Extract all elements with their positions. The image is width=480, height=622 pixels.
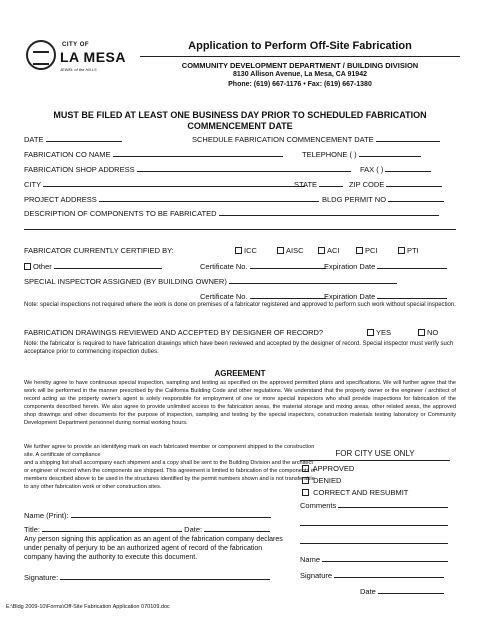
agreement-signature-row: [24, 572, 270, 582]
comments-line-3: [300, 536, 450, 546]
comments-row: [300, 500, 450, 510]
cert-no-field[interactable]: [250, 261, 326, 269]
cert-no-label: Certificate No.: [200, 262, 248, 271]
city-row: [24, 179, 305, 189]
date-field[interactable]: [46, 134, 122, 142]
correct-option[interactable]: [302, 488, 450, 497]
telephone-label: TELEPHONE ( ): [302, 150, 357, 159]
city-signature-label: Signature: [300, 571, 333, 580]
inspector-field[interactable]: [229, 276, 397, 284]
project-address-label: PROJECT ADDRESS: [24, 195, 97, 204]
aisc-checkbox[interactable]: [277, 247, 284, 254]
correct-checkbox[interactable]: [302, 489, 309, 496]
department-phone: Phone: (619) 667-1176 • Fax: (619) 667-1380: [228, 81, 372, 88]
city-name-row: [300, 554, 450, 564]
comments-field[interactable]: [338, 500, 448, 508]
project-address-row: [24, 194, 319, 204]
denied-label: DENIED: [313, 476, 342, 485]
date-label: DATE: [24, 135, 44, 144]
project-address-field[interactable]: [99, 194, 319, 202]
co-name-row: [24, 149, 283, 159]
cert-pti[interactable]: [398, 246, 419, 255]
yes-checkbox[interactable]: [367, 329, 374, 336]
city-logo: [26, 40, 126, 84]
pti-checkbox[interactable]: [398, 247, 405, 254]
cert-no2-field[interactable]: [250, 291, 326, 299]
filing-notice: MUST BE FILED AT LEAST ONE BUSINESS DAY PRIOR TO SCHEDULED FABRICATION COMMENCEMENT DATE: [53, 110, 427, 131]
agreement-name-field[interactable]: [71, 510, 271, 518]
city-use-heading: FOR CITY USE ONLY: [300, 449, 450, 461]
no-label: NO: [427, 328, 439, 337]
description-field[interactable]: [219, 208, 439, 216]
telephone-field[interactable]: [359, 149, 421, 157]
description-row: [24, 208, 439, 218]
other-label: Other: [33, 262, 52, 271]
city-name-field[interactable]: [322, 554, 448, 562]
city-seal-icon: [26, 40, 56, 70]
agreement-title-row: [24, 524, 270, 534]
fax-label: FAX ( ): [360, 165, 384, 174]
form-title: Application to Perform Off-Site Fabrication: [188, 40, 412, 52]
expiration2-label: Expiration Date: [324, 292, 376, 301]
drawings-row: [24, 328, 323, 337]
agreement-paragraph-2b: and a shipping list shall accompany each shipment and a copy shall be sent to the Building Division and the architect or engineer of record when the components are shipped. This agreement is limited to fabrication of the components or members described above to be used in the structures identified by the permit numbers shown and is not transferable to any other fabrication work or other construction sites.: [24, 460, 316, 490]
drawings-no[interactable]: [418, 328, 438, 337]
logo-name-text: LA MESA: [60, 49, 126, 65]
yes-label: YES: [376, 328, 392, 337]
other-row: [24, 261, 162, 271]
agreement-paragraph-2a: We further agree to provide an identifying mark on each fabricated member or component shipped to the construction site. A certificate of compliance: [24, 444, 315, 458]
approved-label: APPROVED: [312, 464, 355, 473]
icc-checkbox[interactable]: [235, 247, 242, 254]
expiration-row: [324, 261, 447, 271]
denied-option[interactable]: [302, 476, 450, 485]
agreement-signature-label: Signature:: [24, 573, 59, 582]
bldg-permit-row: [322, 194, 444, 204]
co-name-label: FABRICATION CO NAME: [24, 150, 111, 159]
city-date-label: Date: [360, 587, 376, 596]
inspection-note: Note: special inspections not required where the work is done on premises of a fabricator registered and approved to perform such work without special inspection.: [24, 302, 456, 308]
bldg-permit-field[interactable]: [388, 194, 444, 202]
comments-line-2: [300, 518, 450, 528]
fax-row: [360, 164, 431, 174]
city-date-row: [300, 586, 450, 596]
expiration-label: Expiration Date: [324, 262, 376, 271]
no-checkbox[interactable]: [418, 329, 425, 336]
drawings-note: Note: the fabricator is required to have fabrication drawings which have been reviewed and accepted by the designer of record. Special inspector must verify such acceptance prior to commencing inspection duties.: [24, 341, 454, 355]
approved-checkbox[interactable]: [302, 465, 309, 472]
comments-label: Comments: [300, 501, 337, 510]
cert-pci[interactable]: [356, 246, 378, 255]
comments-field-3[interactable]: [300, 536, 448, 544]
zip-row: [349, 179, 442, 189]
city-signature-row: [300, 570, 450, 580]
logo-tagline: JEWEL of the HILLS: [60, 67, 97, 72]
other-checkbox[interactable]: [24, 263, 31, 270]
file-path-footer: E:\Bldg 2009-10\Forms\Off-Site Fabrication Application 070109.doc: [6, 604, 170, 610]
bldg-permit-label: BLDG PERMIT NO: [322, 195, 387, 204]
city-label: CITY: [24, 180, 41, 189]
approved-option[interactable]: [302, 464, 450, 473]
description-line-2: [24, 222, 456, 232]
aci-label: ACI: [327, 246, 340, 255]
title-divider: [140, 56, 460, 57]
schedule-date-field[interactable]: [376, 134, 440, 142]
cert-aisc[interactable]: [277, 246, 304, 255]
city-signature-field[interactable]: [334, 570, 444, 578]
agreement-paragraph-2: [24, 443, 316, 491]
telephone-row: [302, 149, 421, 159]
city-use-panel: [300, 449, 450, 596]
description-label: DESCRIPTION OF COMPONENTS TO BE FABRICATED: [24, 209, 217, 218]
aci-checkbox[interactable]: [318, 247, 325, 254]
certified-label: FABRICATOR CURRENTLY CERTIFIED BY:: [24, 246, 174, 255]
city-field[interactable]: [43, 179, 305, 187]
pci-checkbox[interactable]: [356, 247, 363, 254]
fax-field[interactable]: [385, 164, 431, 172]
expiration2-field[interactable]: [377, 291, 447, 299]
icc-label: ICC: [244, 246, 257, 255]
schedule-date-row: [192, 134, 440, 144]
agreement-title-field[interactable]: [42, 524, 182, 532]
pci-label: PCI: [365, 246, 378, 255]
date-row: [24, 134, 122, 144]
co-name-field[interactable]: [113, 149, 283, 157]
state-field[interactable]: [319, 179, 343, 187]
pti-label: PTI: [407, 246, 419, 255]
description-field-2[interactable]: [24, 222, 456, 230]
inspector-row: [24, 276, 397, 286]
agreement-signature-field[interactable]: [60, 572, 270, 580]
department-name: COMMUNITY DEVELOPMENT DEPARTMENT / BUILDING DIVISION: [181, 61, 419, 70]
other-field[interactable]: [54, 261, 162, 269]
agreement-date-field[interactable]: [204, 524, 270, 532]
state-row: [294, 179, 343, 189]
agreement-date-label: Date:: [184, 525, 203, 534]
cert-icc[interactable]: [235, 246, 257, 255]
agreement-title-label: Title:: [24, 525, 40, 534]
zip-label: ZIP CODE: [349, 180, 385, 189]
shop-address-field[interactable]: [137, 164, 351, 172]
zip-field[interactable]: [386, 179, 442, 187]
correct-label: CORRECT AND RESUBMIT: [313, 488, 409, 497]
agreement-name-row: [24, 510, 271, 520]
agreement-heading: AGREEMENT: [214, 369, 266, 378]
cert-aci[interactable]: [318, 246, 340, 255]
shop-address-label: FABRICATION SHOP ADDRESS: [24, 165, 135, 174]
cert-no-row: [200, 261, 326, 271]
comments-field-2[interactable]: [300, 518, 448, 526]
cert-no2-row: [200, 291, 326, 301]
agreement-declaration: Any person signing this application as an agent of the fabrication company declares under penalty of perjury to be an authorized agent of record of the fabrication company having the authority to execute this document.: [24, 536, 283, 561]
department-address: 8130 Allison Avenue, La Mesa, CA 91942: [233, 71, 367, 78]
shop-address-row: [24, 164, 351, 174]
schedule-date-label: SCHEDULE FABRICATION COMMENCEMENT DATE: [192, 135, 374, 144]
city-name-label: Name: [300, 555, 321, 564]
inspector-label: SPECIAL INSPECTOR ASSIGNED (BY BUILDING OWNER): [24, 277, 227, 286]
expiration2-row: [324, 291, 447, 301]
drawings-yes[interactable]: [367, 328, 391, 337]
logo-city-text: CITY OF: [62, 42, 90, 48]
denied-checkbox[interactable]: [302, 477, 309, 484]
agreement-name-label: Name (Print):: [24, 511, 69, 520]
aisc-label: AISC: [286, 246, 304, 255]
certified-row: [24, 246, 174, 255]
agreement-paragraph-1: We hereby agree to have continuous special inspection, sampling and testing as specified on the approved permitted plans and specifications. We will further agree that the work will be performed in the manner prescribed by the California Building Code and other regulations. We understand that the property owner or the engineer / architect of record acting as the property owner's agent is solely responsible for employment of one or more special inspectors who shall provide inspections for fabrication of the components described herein. We also agree to provide unlimited access to the fabrication areas, the material storage and mixing areas, other related areas, the approved shop drawings and other documents for the purpose of inspection, sampling and testing by the special inspectors, construction materials testing laboratory or Community Development Department personnel during normal working hours.: [24, 380, 456, 426]
cert-no2-label: Certificate No.: [200, 292, 248, 301]
city-date-field[interactable]: [378, 586, 444, 594]
expiration-field[interactable]: [377, 261, 447, 269]
state-label: STATE: [294, 180, 318, 189]
drawings-label: FABRICATION DRAWINGS REVIEWED AND ACCEPTED BY DESIGNER OF RECORD?: [24, 328, 324, 337]
